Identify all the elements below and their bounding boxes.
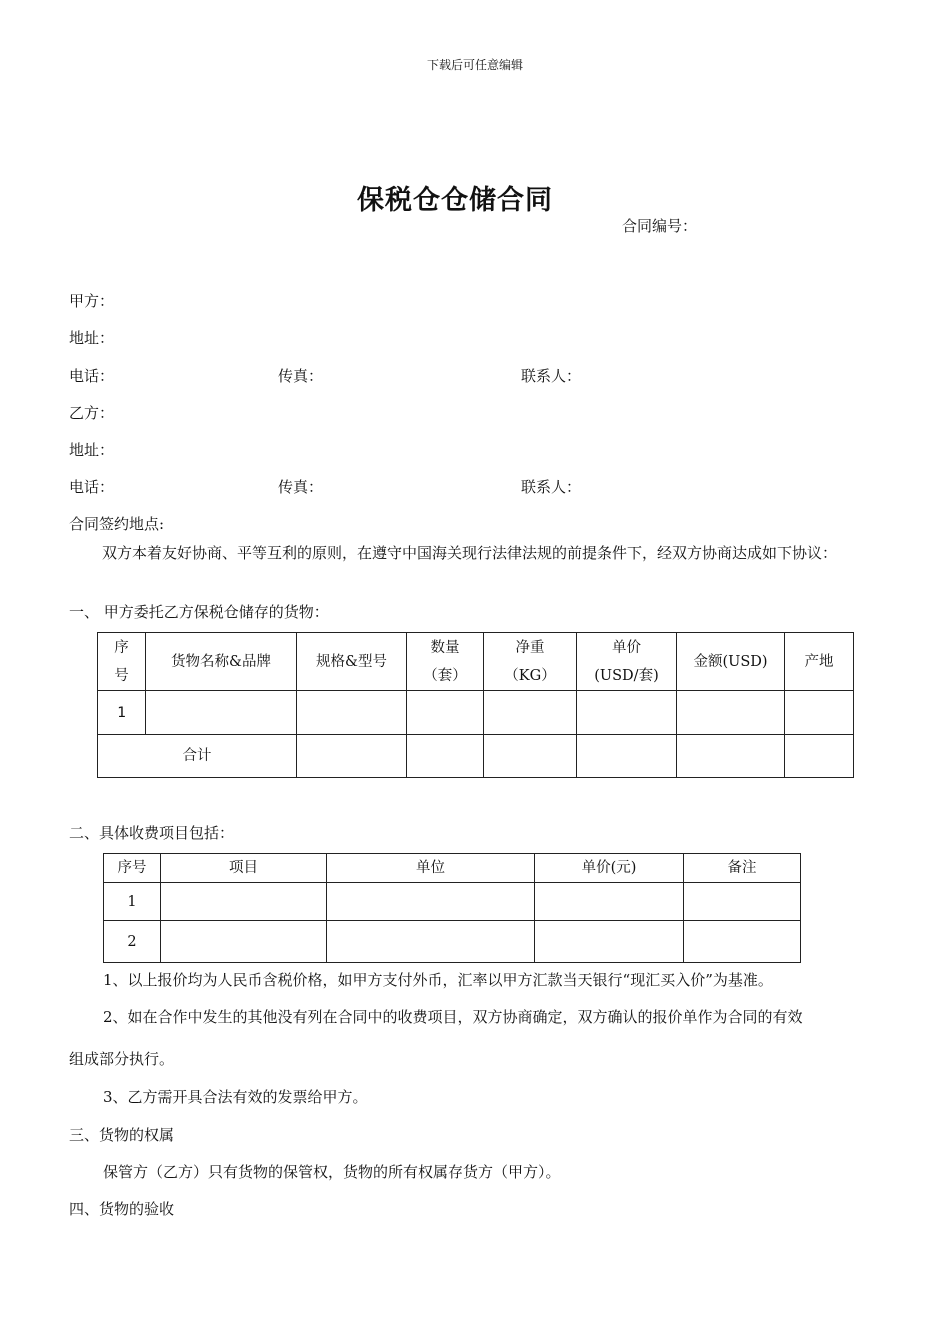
page-title: 保税仓仓储合同 [357, 185, 553, 216]
fees-note-3: 3、乙方需开具合法有效的发票给甲方。 [103, 1088, 368, 1106]
fees-note-2-continued: 组成部分执行。 [69, 1050, 175, 1068]
section1-heading: 一、 甲方委托乙方保税仓储存的货物： [69, 603, 329, 621]
fees-note-2: 2、如在合作中发生的其他没有列在合同中的收费项目，双方协商确定，双方确认的报价单作为合同的有效 [103, 1008, 803, 1026]
party-a-label: 甲方： [69, 292, 115, 310]
party-a-address: 地址： [69, 329, 115, 347]
goods-header-origin: 产地 [785, 633, 854, 691]
party-b-fax: 传真： [278, 478, 324, 496]
goods-row1-seq: 1 [98, 691, 146, 735]
party-b-phone: 电话： [69, 478, 115, 496]
fees-header-price: 单价(元) [535, 854, 684, 883]
signing-place-label: 合同签约地点: [69, 515, 165, 533]
fees-row-seq: 1 [104, 883, 161, 921]
goods-header-amount: 金额(USD) [677, 633, 785, 691]
party-a-phone: 电话： [69, 367, 115, 385]
section3-heading: 三、货物的权属 [69, 1126, 175, 1144]
goods-header-seq: 序 号 [98, 633, 146, 691]
header-note: 下载后可任意编辑 [426, 58, 523, 72]
fees-header-item: 项目 [161, 854, 327, 883]
contract-number-label: 合同编号： [622, 217, 698, 235]
table-row [104, 883, 801, 921]
goods-header-qty: 数量 （套） [407, 633, 484, 691]
fees-row-seq: 2 [104, 921, 161, 963]
fees-note-1: 1、以上报价均为人民币含税价格，如甲方支付外币，汇率以甲方汇款当天银行“现汇买入价”为基准。 [103, 971, 773, 989]
party-a-fax: 传真： [278, 367, 324, 385]
section3-text: 保管方（乙方）只有货物的保管权，货物的所有权属存货方（甲方）。 [103, 1163, 561, 1181]
party-b-address: 地址： [69, 441, 115, 459]
section4-heading: 四、货物的验收 [69, 1200, 175, 1218]
goods-header-weight: 净重 （KG） [484, 633, 577, 691]
goods-header-name: 货物名称&品牌 [146, 633, 297, 691]
fees-header-unit: 单位 [327, 854, 535, 883]
section2-heading: 二、具体收费项目包括： [69, 824, 235, 842]
party-a-contact: 联系人： [521, 367, 582, 385]
fees-table [103, 853, 801, 963]
fees-header-seq: 序号 [104, 854, 161, 883]
goods-header-spec: 规格&型号 [297, 633, 407, 691]
party-b-label: 乙方： [69, 404, 115, 422]
table-row [104, 921, 801, 963]
fees-header-remark: 备注 [684, 854, 801, 883]
intro-paragraph: 双方本着友好协商、平等互利的原则，在遵守中国海关现行法律法规的前提条件下，经双方协商达成如下协议： [102, 544, 838, 562]
goods-total-label: 合计 [98, 735, 297, 778]
goods-header-price: 单价 (USD/套) [577, 633, 677, 691]
table-row [98, 691, 854, 735]
goods-table [97, 632, 854, 778]
party-b-contact: 联系人： [521, 478, 582, 496]
table-row [98, 735, 854, 778]
